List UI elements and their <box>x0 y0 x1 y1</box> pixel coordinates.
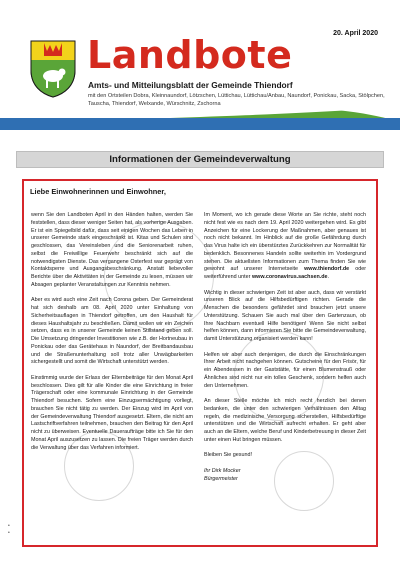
letter-paragraph: Einstimmig wurde der Erlass der Elternbeiträge für den Monat April beschlossen. Dies gilt für alle Kinder die eine Einrichtung in freier Trägerschaft oder eine kommunale Einrichtung in der Gemeinde Thiendorf besuchen. Sofern eine Einzugsermächtigung vorliegt, brauchen Sie nicht tätig zu werden. Der Einzug wird im April von der Gemeindeverwaltung Thiendorf ausgesetzt. Eltern, die nicht am Lastschriftverfahren teilnehmen, brauchen den Beitrag für den April nicht zu überweisen. Eventuelle Daueraufträge bitte ich Sie für den Monat April auszusetzen zu lassen. Die freien Träger werden durch die Verwaltung über das Verfahren informiert. <box>31 374 193 451</box>
signature-name: Ihr Dirk Mocker <box>204 467 241 474</box>
municipal-crest-icon <box>30 40 76 98</box>
issue-date: 20. April 2020 <box>333 30 378 37</box>
letter-paragraph: wenn Sie den Landboten April in den Händen halten, werden Sie feststellen, dass dieser weniger Seiten hat, als vorherige Ausgaben. Er ist ein Spiegelbild dafür, dass seit einigen Wochen das Leben in unserer Gemeinde stark eingeschränkt ist. Kitas und Schulen sind geschlossen, das Vereinsleben und die Seniorenarbeit ruhen, selbst die Freiwillige Feuerwehr beschränkt sich auf die notwendigsten Dienste. Das vergangene Osterfest war geprägt von Kontaktsperre und Ausgangsbeschränkung. Anstatt liebevoller Berichte über die Aktivitäten in der Gemeinde zu lesen, müssen wir Absagen geplanter Veranstaltungen zur Kenntnis nehmen. <box>31 212 193 288</box>
corona-info-link[interactable]: www.coronavirus.sachsen.de <box>251 274 328 280</box>
letter-closing: Bleiben Sie gesund! <box>204 452 252 459</box>
letter-right-column <box>204 212 366 483</box>
masthead <box>0 0 400 130</box>
letter-paragraph: Im Moment, wo ich gerade diese Worte an Sie richte, steht noch nicht fest wie es nach dem 19. April 2020 weitergehen wird. Es gibt Anzeichen für eine Lockerung der Maßnahmen, aber genaues ist noch nicht bekannt. Im Hinblick auf die große Gefährdung durch das Virus halte ich ein überstürztes Zurückkehren zur Normalität für bedenklich. Besonnenes Handeln sollte weiterhin im Vordergrund stehen. Die aktuellsten Informationen zum Thema finden Sie wie gewohnt auf unserer Internetseite www.thiendorf.de oder weiterführend unter www.coronavirus.sachsen.de. <box>204 212 366 280</box>
masthead-blue-band <box>0 118 400 130</box>
newspaper-title: Landbote <box>87 33 293 77</box>
letter-frame <box>22 179 378 547</box>
letter-left-column <box>31 212 193 460</box>
website-link[interactable]: www.thiendorf.de <box>304 266 350 273</box>
signature-role: Bürgermeister <box>204 475 238 482</box>
section-title: Informationen der Gemeindeverwaltung <box>16 151 384 168</box>
letter-heading: Liebe Einwohnerinnen und Einwohner, <box>30 187 166 196</box>
letter-paragraph: Aber es wird auch eine Zeit nach Corona geben. Der Gemeinderat hat sich deshalb am 08. April 2020 unter Einhaltung von Sicherheitsauflagen in Thiendorf getroffen, um den Haushalt für dieses Haushaltsjahr zu beschließen. Damit wollen wir ein Zeichen setzen, dass es in unserer Gemeinde keinen Stillstand geben soll. Die Umsetzung dringender Investitionen wie z.B. der Hortneubau in Ponickau oder das Gerätehaus in Naundorf, der Breitbandausbau und die Straßenunterhaltung soll trotz aller Unwägbarkeiten sichergestellt und somit die Wirtschaft unterstützt werden. <box>31 297 193 366</box>
margin-marks: • • <box>8 523 10 536</box>
newspaper-subtitle: Amts- und Mitteilungsblatt der Gemeinde Thiendorf <box>88 80 293 90</box>
letter-paragraph: An dieser Stelle möchte ich mich recht herzlich bei denen bedanken, die unter den schwierigen Verhältnissen den Alltag regeln, die medizinische Versorgung sicherstellen, Hilfsbedürftige unterstützen und die Wirtschaft aufrecht erhalten. Er geht aber auch an die Eltern, welche Beruf und Kinderbetreuung in dieser Zeit unter einen Hut bringen müssen. <box>204 398 366 443</box>
letter-paragraph: Wichtig in dieser schwierigen Zeit ist aber auch, dass wir verstärkt unseren Blick auf die Hilfsbedürftigen richten. Gerade die Menschen die besonders gefährdet sind brauchen jetzt unsere Unterstützung. Schauen Sie auch mal über den Gartenzaun, ob Ihre Nachbarn eventuell Hilfe benötigen! Wenn Sie nicht selbst helfen können, dann informieren Sie bitte die Gemeindeverwaltung, damit Unterstützung organisiert werden kann! <box>204 289 366 342</box>
letter-paragraph: Helfen wir aber auch denjenigen, die durch die Einschränkungen Ihrer Arbeit nicht nachgehen können. Gutscheine für den Frisör, für ein Abendessen in der Gaststätte, für einen Blumenstrauß oder Ähnliches sind nicht nur ein tolles Geschenk, sondern helfen auch den Unternehmen. <box>204 351 366 389</box>
district-list: mit den Ortsteilen Dobra, Kleinnaundorf, Lötzschen, Lüttichau, Lüttichau/Anbau, Naundorf, Ponickau, Sacka, Stölpchen, Tauscha, Thiendorf, Welxande, Würschnitz, Zschorna <box>88 93 385 107</box>
